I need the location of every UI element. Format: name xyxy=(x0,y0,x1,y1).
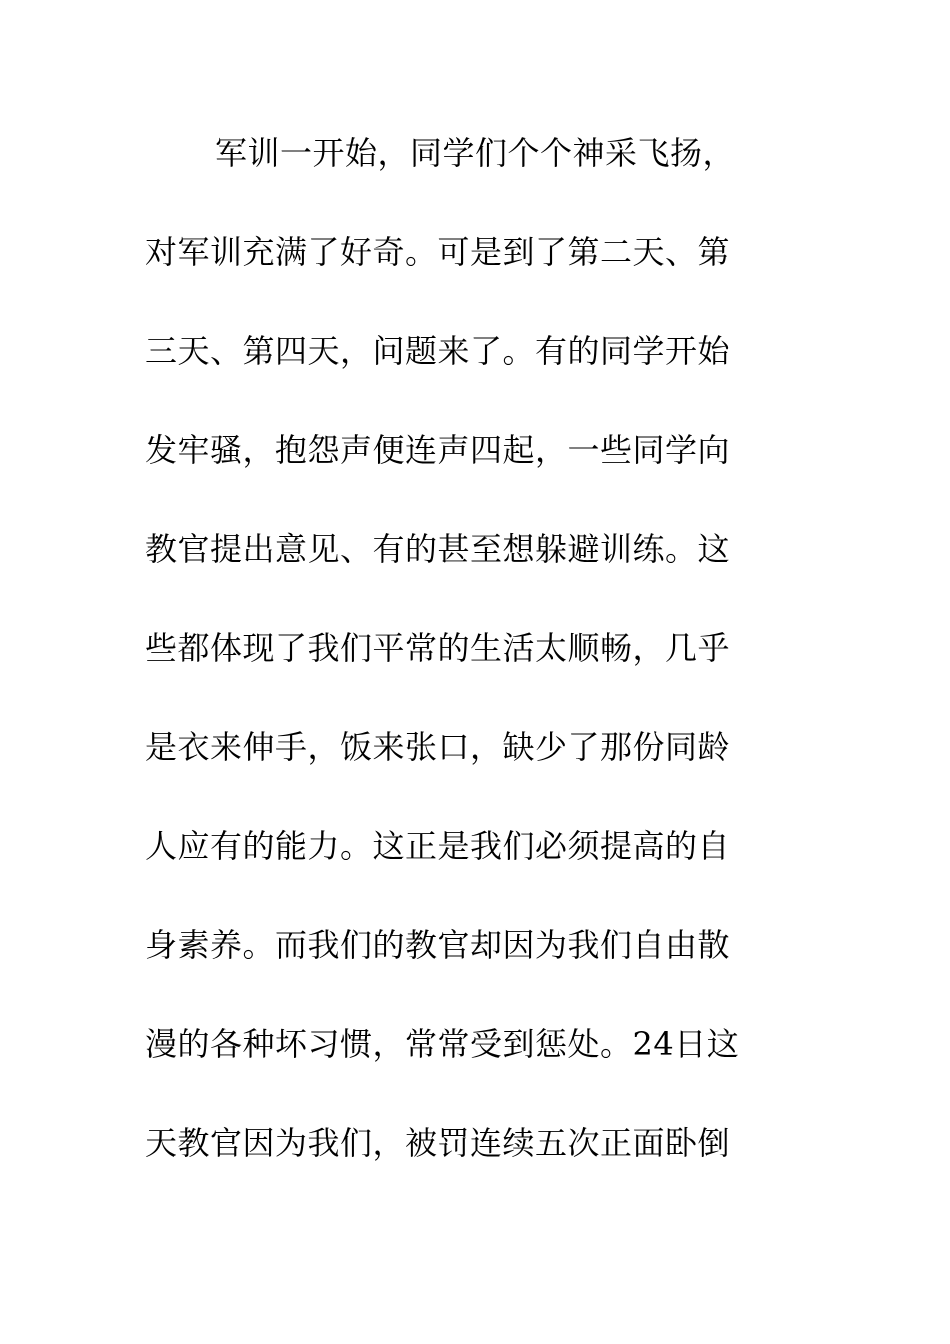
paragraph-line: 对军训充满了好奇。可是到了第二天、第 xyxy=(145,233,731,271)
paragraph-line: 发牢骚，抱怨声便连声四起，一些同学向 xyxy=(145,431,731,469)
paragraph-line: 人应有的能力。这正是我们必须提高的自 xyxy=(145,827,731,865)
paragraph-line: 军训一开始，同学们个个神采飞扬， xyxy=(215,134,736,172)
paragraph-line: 身素养。而我们的教官却因为我们自由散 xyxy=(145,926,731,964)
paragraph-line: 是衣来伸手，饭来张口，缺少了那份同龄 xyxy=(145,728,731,766)
paragraph-line: 教官提出意见、有的甚至想躲避训练。这 xyxy=(145,530,731,568)
paragraph-line: 些都体现了我们平常的生活太顺畅，几乎 xyxy=(145,629,731,667)
paragraph-line: 天教官因为我们，被罚连续五次正面卧倒 xyxy=(145,1124,731,1162)
paragraph-line: 三天、第四天，问题来了。有的同学开始 xyxy=(145,332,731,370)
body-paragraph xyxy=(145,123,785,1212)
paragraph-line: 漫的各种坏习惯，常常受到惩处。24日这 xyxy=(145,1025,740,1063)
